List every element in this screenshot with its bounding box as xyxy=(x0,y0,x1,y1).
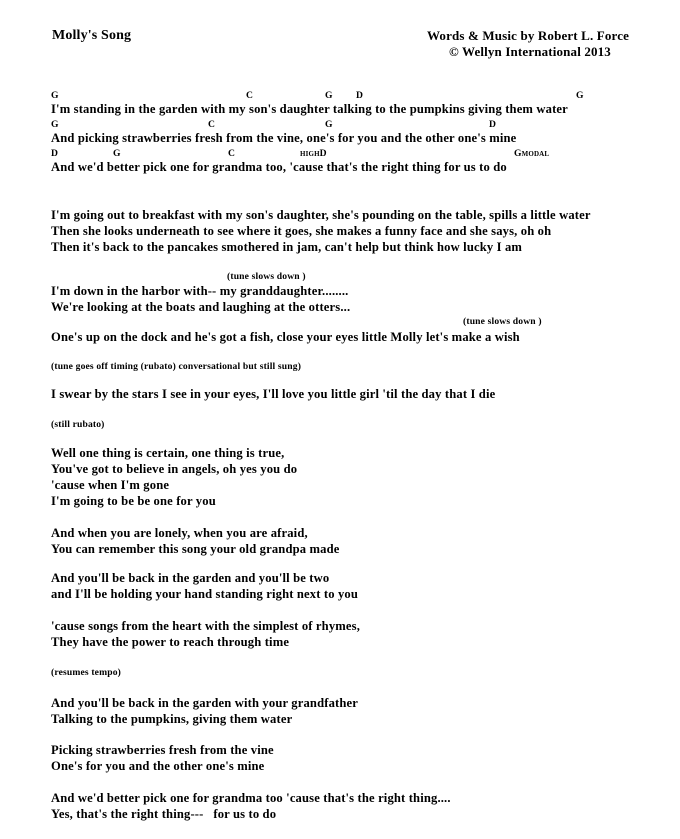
performance-note: (still rubato) xyxy=(51,419,105,430)
chord: G xyxy=(325,90,333,101)
lyric-line: I'm down in the harbor with-- my granddaughter........ xyxy=(51,284,349,298)
performance-note: (tune slows down ) xyxy=(227,271,306,282)
chord: C xyxy=(208,119,216,130)
performance-note: (tune goes off timing (rubato) conversational but still sung) xyxy=(51,361,302,372)
lyric-line: 'cause when I'm gone xyxy=(51,478,170,492)
lyric-line: Well one thing is certain, one thing is true, xyxy=(51,446,285,460)
chord: G xyxy=(51,90,59,101)
lyric-line: And when you are lonely, when you are afraid, xyxy=(51,526,308,540)
lyric-line: and I'll be holding your hand standing right next to you xyxy=(51,587,359,601)
lyric-line: Then it's back to the pancakes smothered in jam, can't help but think how lucky I am xyxy=(51,240,523,254)
lyric-line: We're looking at the boats and laughing at the otters... xyxy=(51,300,351,314)
chord: D xyxy=(319,148,327,159)
chord: C xyxy=(246,90,254,101)
song-title: Molly's Song xyxy=(52,28,132,43)
chord-modifier xyxy=(300,149,327,159)
chord: D xyxy=(51,148,59,159)
chord-modifier-modal: MODAL xyxy=(521,150,550,158)
credit-copyright: © Wellyn International 2013 xyxy=(449,44,611,59)
lyric-line: I'm going to be be one for you xyxy=(51,494,216,508)
chord: C xyxy=(228,148,236,159)
credit-words-music: Words & Music by Robert L. Force xyxy=(427,28,630,43)
lyric-line: And we'd better pick one for grandma too 'cause that's the right thing.... xyxy=(51,791,451,805)
chord: G xyxy=(325,119,333,130)
chord: G xyxy=(514,148,522,159)
lyric-line: And you'll be back in the garden with your grandfather xyxy=(51,696,359,710)
lyric-line: You've got to believe in angels, oh yes you do xyxy=(51,462,298,476)
chord: D xyxy=(356,90,364,101)
chord: G xyxy=(113,148,121,159)
lyric-line: And we'd better pick one for grandma too, 'cause that's the right thing for us to do xyxy=(51,160,507,174)
lyric-line: Picking strawberries fresh from the vine xyxy=(51,743,274,757)
chord-modifier-high: HIGH xyxy=(300,150,320,158)
lyric-line: One's for you and the other one's mine xyxy=(51,759,265,773)
lyric-line: Talking to the pumpkins, giving them water xyxy=(51,712,293,726)
chord: G xyxy=(51,119,59,130)
chord: G xyxy=(576,90,584,101)
performance-note: (tune slows down ) xyxy=(463,316,542,327)
chord: D xyxy=(489,119,497,130)
lyric-line: 'cause songs from the heart with the simplest of rhymes, xyxy=(51,619,360,633)
lyric-line: They have the power to reach through time xyxy=(51,635,290,649)
lyric-line: And you'll be back in the garden and you'll be two xyxy=(51,571,330,585)
lyric-line: I'm standing in the garden with my son's daughter talking to the pumpkins giving them water xyxy=(51,102,568,116)
lyric-line: You can remember this song your old grandpa made xyxy=(51,542,340,556)
chord-modal xyxy=(514,149,549,159)
lyric-line: I swear by the stars I see in your eyes, I'll love you little girl 'til the day that I die xyxy=(51,387,496,401)
lyric-line: One's up on the dock and he's got a fish, close your eyes little Molly let's make a wish xyxy=(51,330,520,344)
lyric-line: Then she looks underneath to see where it goes, she makes a funny face and she says, oh oh xyxy=(51,224,552,238)
lyric-line: Yes, that's the right thing--- for us to do xyxy=(51,807,277,821)
lyric-line: And picking strawberries fresh from the vine, one's for you and the other one's mine xyxy=(51,131,517,145)
lyric-line: I'm going out to breakfast with my son's daughter, she's pounding on the table, spills a little water xyxy=(51,208,591,222)
performance-note: (resumes tempo) xyxy=(51,667,122,678)
